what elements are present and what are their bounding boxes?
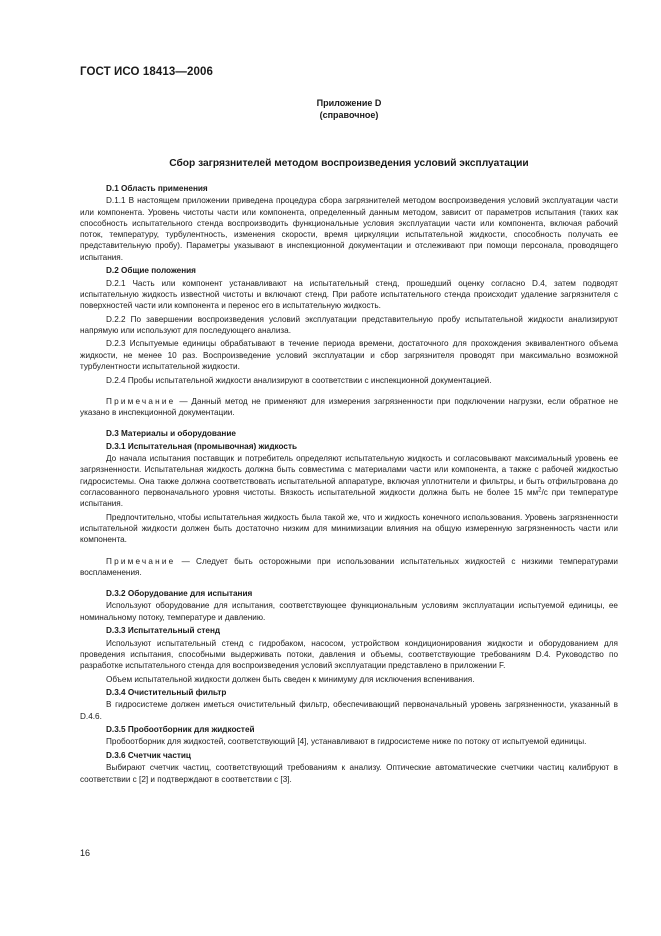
note-d3 [80,556,618,579]
standard-header: ГОСТ ИСО 18413—2006 [80,66,213,78]
heading-d3-5: D.3.5 Пробоотборник для жидкостей [106,725,255,735]
paragraph-d2-2: D.2.2 По завершении воспроизведения условий эксплуатации представительную пробу испытательной жидкости анализируют напрямую или используют для последующего анализа. [80,314,618,335]
heading-d3-2: D.3.2 Оборудование для испытания [106,589,253,599]
heading-d3-3: D.3.3 Испытательный стенд [106,626,221,636]
heading-d3-6: D.3.6 Счетчик частиц [106,750,191,760]
paragraph-d3-2: Используют оборудование для испытания, соответствующее функциональным условиям эксплуатации испытуемой единицы, ее номинальному потоку, температуре и давлению. [80,601,618,622]
superscript: 2 [538,487,542,494]
heading-d3: D.3 Материалы и оборудование [106,429,236,439]
paragraph-d2-3: D.2.3 Испытуемые единицы обрабатывают в течение периода времени, достаточного для прохождения эквивалентного объема жидкости, не менее 10 раз. Воспроизведение условий эксплуатации и сбор загрязнителя проводят при максимально возможной турбулентности испытательной жидкости. [80,339,618,372]
annex-title: Приложение D [316,98,382,108]
paragraph-d3-6: Выбирают счетчик частиц, соответствующий требованиям к анализу. Оптические автоматические счетчики частиц калибруют в соответствии с [2] и подтверждают в соответствии с [3]. [80,763,618,784]
paragraph-d3-1a [80,453,618,509]
heading-d1: D.1 Область применения [106,184,208,193]
note-d2 [80,396,618,419]
paragraph-d3-3b: Объем испытательной жидкости должен быть сведен к минимуму для исключения вспенивания. [106,674,475,684]
note-text: — Следует быть осторожными при использовании испытательных жидкостей с низкими температурами воспламенения. [80,556,618,577]
note-label: Примечание [106,396,176,406]
paragraph-d3-4: В гидросистеме должен иметься очистительный фильтр, обеспечивающий первоначальный уровень загрязненности, указанный в D.4.6. [80,700,618,721]
viscosity-unit-text: /с при температуре испытания. [80,487,619,509]
paragraph-d1-1: D.1.1 В настоящем приложении приведена процедура сбора загрязнителей методом воспроизведения условий эксплуатации части или компонента. Уровень чистоты части или компонента, определенный данным методом, зависит от параметров испытания (таких как способность испытательного стенда воспроизводить функциональные условия эксплуатации части или компонента, включая рабочий поток, температуру, турбулентность, изменения скорости, время циркуляции испытательной жидкости, способность получать ее представительную пробу). Параметры указывают в инспекционной документации и отслеживают при помощи персонала, проводящего испытания. [80,196,618,262]
heading-d2: D.2 Общие положения [106,266,196,276]
paragraph-d3-1b: Предпочтительно, чтобы испытательная жидкость была такой же, что и жидкость конечного использования. Уровень загрязненности испытательной жидкости должен быть достаточно низким для минимизации влияния на общую измеренную загрязненность части или компонента. [80,512,618,545]
annex-kind: (справочное) [319,110,379,120]
paragraph-d3-3a: Используют испытательный стенд с гидробаком, насосом, устройством кондиционирования жидкости и оборудованием для проведения испытания, способными выдерживать потоки, давления и объемы, соответствующие требованиям D.4. Руководство по разработке испытательного стенда для воспроизведения условий эксплуатации представлено в приложении F. [80,638,618,671]
paragraph-d2-1: D.2.1 Часть или компонент устанавливают на испытательный стенд, прошедший оценку согласно D.4, затем подводят испытательную жидкость известной чистоты и включают стенд. При работе испытательного стенда происходит удаление загрязнителя с поверхностей части или компонента и перенос его в испытательную жидкость. [80,278,618,311]
viscosity-text: До начала испытания поставщик и потребитель определяют испытательную жидкость и согласовывают максимальный уровень ее загрязненности. Испытательная жидкость должна быть совместима с материалами части или компонента, а также с рабочей жидкостью гидросистемы. Она также должна соответствовать испытательной аппаратуре, включая уплотнители и фильтры, и быть отфильтрована до согласованного первоначального уровня чистоты. Вязкость испытательной жидкости должна быть не более 15 мм [80,453,618,497]
section-title: Сбор загрязнителей методом воспроизведения условий эксплуатации [169,158,529,169]
paragraph-d3-5: Пробоотборник для жидкостей, соответствующий [4], устанавливают в гидросистеме ниже по потоку от испытуемой единицы. [106,737,587,747]
document-body [80,183,618,787]
heading-d3-1: D.3.1 Испытательная (промывочная) жидкость [106,441,298,451]
note-text: — Данный метод не применяют для измерения загрязненности при подключении нагрузки, если обратное не указано в инспекционной документации. [80,396,618,418]
paragraph-d2-4: D.2.4 Пробы испытательной жидкости анализируют в соответствии с инспекционной документацией. [106,375,492,385]
note-label: Примечание [106,556,176,566]
heading-d3-4: D.3.4 Очистительный фильтр [106,688,227,698]
annex-heading [80,97,618,121]
page-number: 16 [80,848,91,858]
